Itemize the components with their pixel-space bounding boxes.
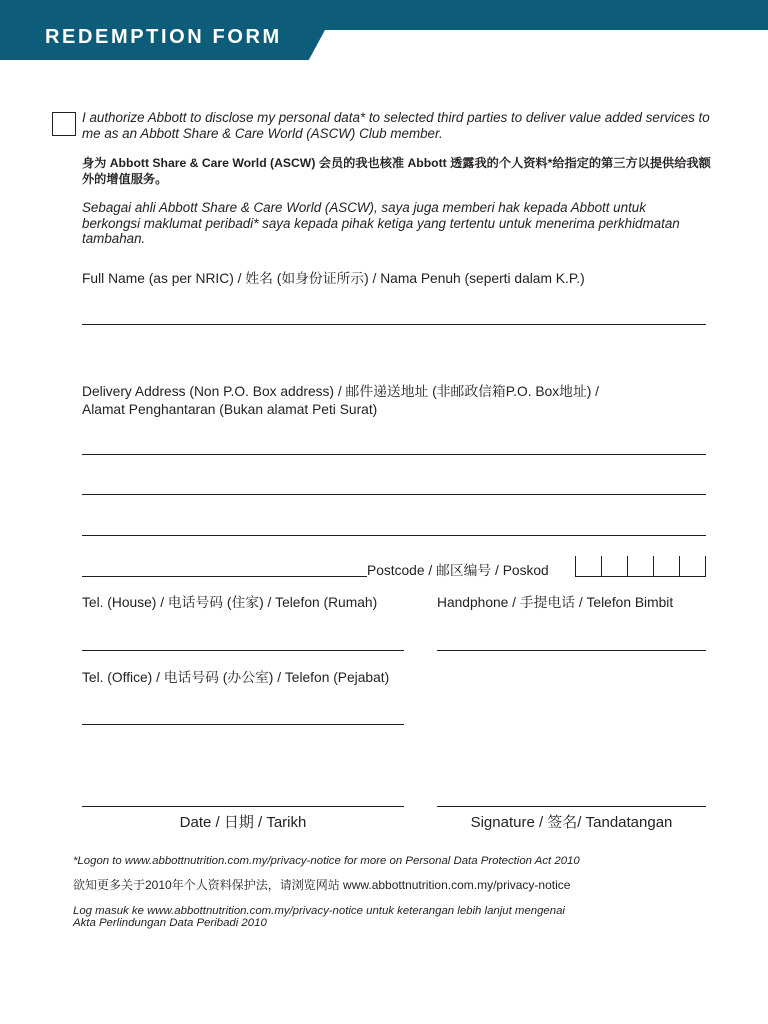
consent-text-chinese: 身为 Abbott Share & Care World (ASCW) 会员的我也核准 Abbott 透露我的个人资料*给指定的第三方以提供给我额外的增值服务。 <box>82 156 711 186</box>
address-field-line-4[interactable] <box>82 576 367 577</box>
footnote-malay-line-2: Akta Perlindungan Data Peribadi 2010 <box>73 917 267 929</box>
date-field[interactable] <box>82 806 404 807</box>
address-field-line-3[interactable] <box>82 535 706 536</box>
full-name-label: Full Name (as per NRIC) / 姓名 (如身份证所示) / Nama Penuh (seperti dalam K.P.) <box>82 271 585 286</box>
consent-text-malay: Sebagai ahli Abbott Share & Care World (ASCW), saya juga memberi hak kepada Abbott untuk berkongsi maklumat peribadi* saya kepada pihak ketiga yang tertentu untuk menerima perkhidmatan tambahan. <box>82 200 680 246</box>
form-title: REDEMPTION FORM <box>45 26 282 48</box>
tel-house-field[interactable] <box>82 650 404 651</box>
postcode-label: Postcode / 邮区编号 / Poskod <box>367 563 549 578</box>
footnote-chinese: 欲知更多关于2010年个人资料保护法，请浏览网站 www.abbottnutrition.com.my/privacy-notice <box>73 878 571 892</box>
handphone-label: Handphone / 手提电话 / Telefon Bimbit <box>437 595 674 610</box>
handphone-field[interactable] <box>437 650 706 651</box>
address-label-malay: Alamat Penghantaran (Bukan alamat Peti Surat) <box>82 402 378 417</box>
consent-text-english: I authorize Abbott to disclose my personal data* to selected third parties to deliver value added services to me as an Abbott Share & Care World (ASCW) Club member. <box>82 110 710 141</box>
full-name-field[interactable] <box>82 324 706 325</box>
tel-office-label: Tel. (Office) / 电话号码 (办公室) / Telefon (Pejabat) <box>82 670 390 685</box>
address-field-line-2[interactable] <box>82 494 706 495</box>
consent-checkbox[interactable] <box>52 112 76 136</box>
tel-house-label: Tel. (House) / 电话号码 (住家) / Telefon (Rumah) <box>82 595 378 610</box>
date-label: Date / 日期 / Tarikh <box>179 814 307 831</box>
tel-office-field[interactable] <box>82 724 404 725</box>
postcode-input-boxes[interactable] <box>575 556 705 577</box>
address-field-line-1[interactable] <box>82 454 706 455</box>
footnote-malay-line-1: Log masuk ke www.abbottnutrition.com.my/privacy-notice untuk keterangan lebih lanjut mengenai <box>73 905 565 917</box>
address-label: Delivery Address (Non P.O. Box address) / 邮件递送地址 (非邮政信箱P.O. Box地址) / <box>82 384 600 399</box>
signature-field[interactable] <box>437 806 706 807</box>
footnote-english: *Logon to www.abbottnutrition.com.my/privacy-notice for more on Personal Data Protection Act 2010 <box>73 855 580 867</box>
signature-label: Signature / 签名/ Tandatangan <box>470 814 673 831</box>
header-bar <box>300 0 768 30</box>
